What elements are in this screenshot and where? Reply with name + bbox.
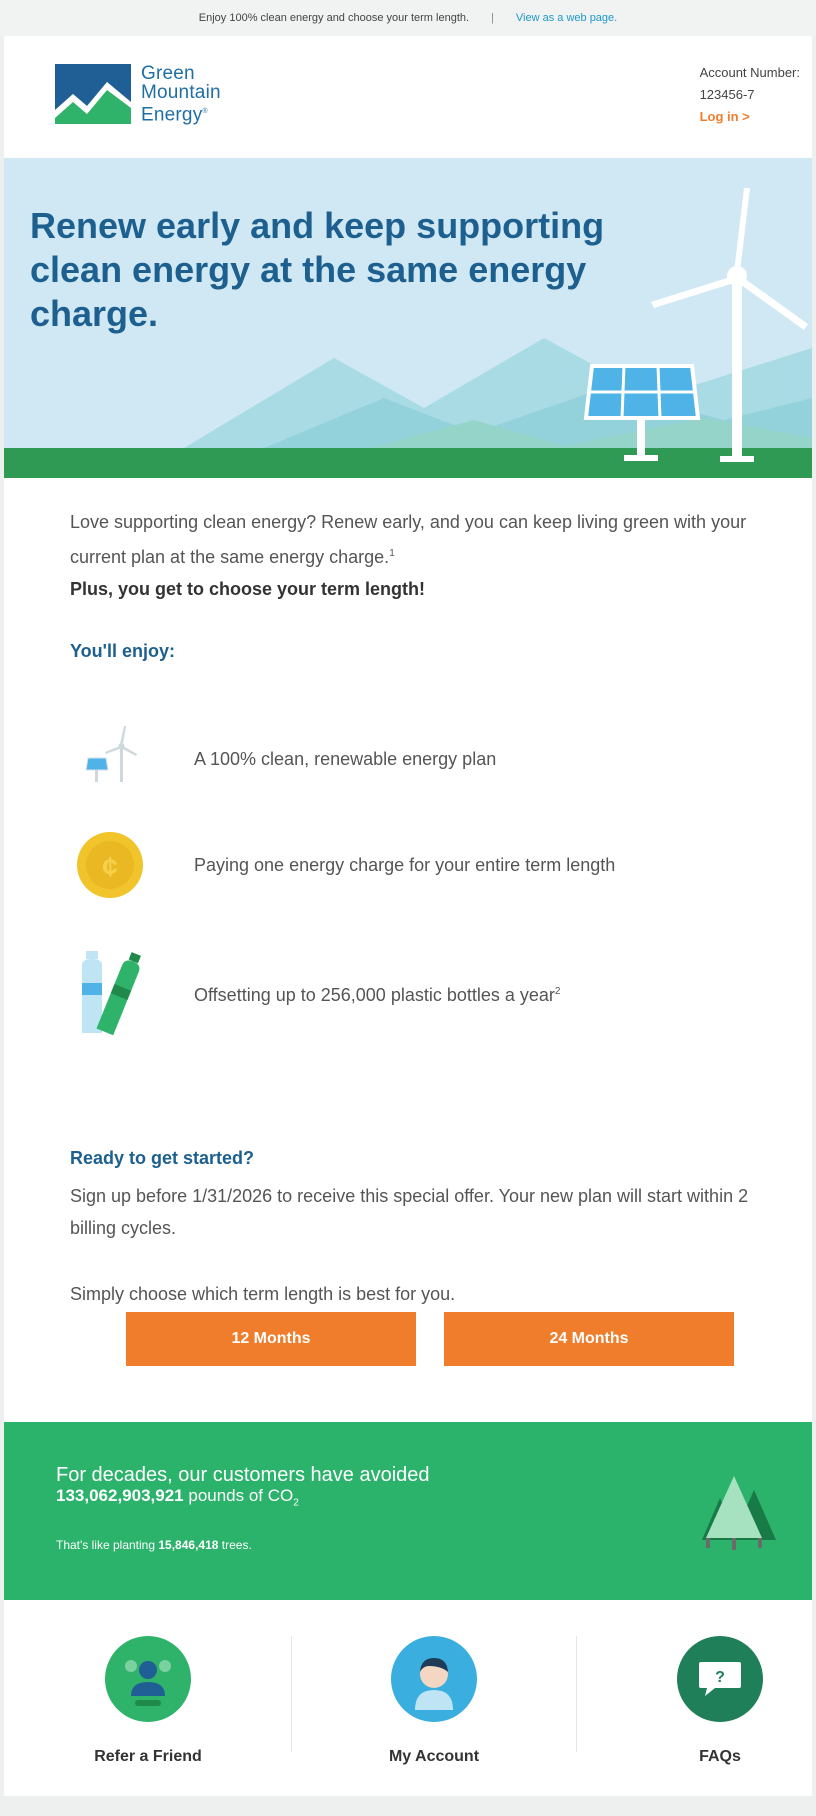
login-link[interactable]: Log in >: [699, 109, 750, 124]
body-content: [70, 506, 790, 1304]
stats-line-2: [56, 1486, 299, 1508]
co2-stats-band: [4, 1422, 812, 1600]
feature-text-one-charge: Paying one energy charge for your entire term length: [194, 855, 616, 875]
trees-prefix: That's like planting: [56, 1538, 156, 1552]
svg-text:?: ?: [715, 1669, 725, 1686]
intro-bold-text: Plus, you get to choose your term length!: [70, 579, 426, 599]
trees-suffix: trees.: [221, 1538, 252, 1552]
pounds-avoided: 133,062,903,921: [56, 1486, 184, 1505]
hero-banner: [4, 158, 812, 478]
account-number-label: Account Number:: [699, 65, 800, 80]
coin-icon: [70, 820, 150, 910]
feature-item-one-charge: [70, 820, 790, 910]
account-avatar-icon[interactable]: [391, 1636, 477, 1722]
feature-text-bottles: [194, 976, 794, 1011]
feature-item-renewable: [70, 714, 790, 804]
co2-subscript: 2: [293, 1497, 299, 1509]
separator: |: [491, 12, 494, 24]
pounds-suffix: pounds of CO: [188, 1486, 294, 1505]
faqs-column[interactable]: [586, 1600, 816, 1796]
mountain-logo-icon: [55, 64, 131, 124]
stats-line-1: For decades, our customers have avoided: [56, 1464, 430, 1486]
footnote-2: 2: [554, 985, 561, 997]
logo-line-3: Energy: [141, 104, 203, 126]
feature-item-bottles: [70, 948, 790, 1038]
feature-text-renewable: A 100% clean, renewable energy plan: [194, 749, 497, 769]
choose-term-paragraph: Simply choose which term length is best for you.: [70, 1284, 456, 1304]
svg-text:¢: ¢: [102, 851, 118, 882]
green-mountain-logo[interactable]: [55, 64, 221, 124]
solar-wind-icon: [70, 714, 150, 804]
logo-wordmark: [141, 64, 221, 124]
account-number: 123456-7: [699, 87, 755, 102]
feature-bottles-text: Offsetting up to 256,000 plastic bottles a year: [194, 984, 555, 1005]
email-card: [4, 36, 812, 1796]
offer-paragraph: Sign up before 1/31/2026 to receive this special offer. Your new plan will start within 2 billing cycles.: [70, 1186, 749, 1238]
registered-mark: ®: [202, 108, 208, 115]
footnote-1: 1: [389, 548, 395, 559]
logo-line-2: Mountain: [141, 82, 221, 103]
view-web-page-link[interactable]: View as a web page.: [515, 12, 618, 24]
twenty-four-months-button[interactable]: 24 Months: [444, 1312, 734, 1366]
my-account-column[interactable]: [300, 1600, 568, 1796]
hero-headline: Renew early and keep supporting clean energy at the same energy charge.: [30, 205, 605, 334]
refer-friend-column[interactable]: [14, 1600, 282, 1796]
ready-heading: Ready to get started?: [70, 1148, 255, 1168]
bottles-icon: [70, 948, 150, 1038]
trees-line: [56, 1538, 252, 1552]
logo-line-1: Green: [141, 63, 195, 84]
email-header: [4, 36, 812, 158]
faqs-link[interactable]: FAQs: [699, 1748, 741, 1765]
trees-count: 15,846,418: [158, 1538, 219, 1552]
refer-friend-link[interactable]: Refer a Friend: [94, 1748, 202, 1765]
footer-divider-1: [291, 1636, 292, 1752]
footer-links: [4, 1600, 812, 1796]
intro-text: Love supporting clean energy? Renew early, and you can keep living green with your current plan at the same energy charge.: [70, 512, 747, 567]
preheader-text: Enjoy 100% clean energy and choose your term length.: [198, 12, 470, 24]
footer-divider-2: [576, 1636, 577, 1752]
intro-paragraph: [70, 506, 790, 605]
my-account-link[interactable]: My Account: [388, 1748, 480, 1765]
account-info: [700, 62, 800, 128]
faq-chat-icon[interactable]: [677, 1636, 763, 1722]
enjoy-heading: You'll enjoy:: [70, 641, 175, 661]
twelve-months-button[interactable]: 12 Months: [126, 1312, 416, 1366]
tree-icon: [680, 1450, 790, 1550]
refer-friend-icon[interactable]: [105, 1636, 191, 1722]
preheader-bar: [0, 0, 816, 36]
